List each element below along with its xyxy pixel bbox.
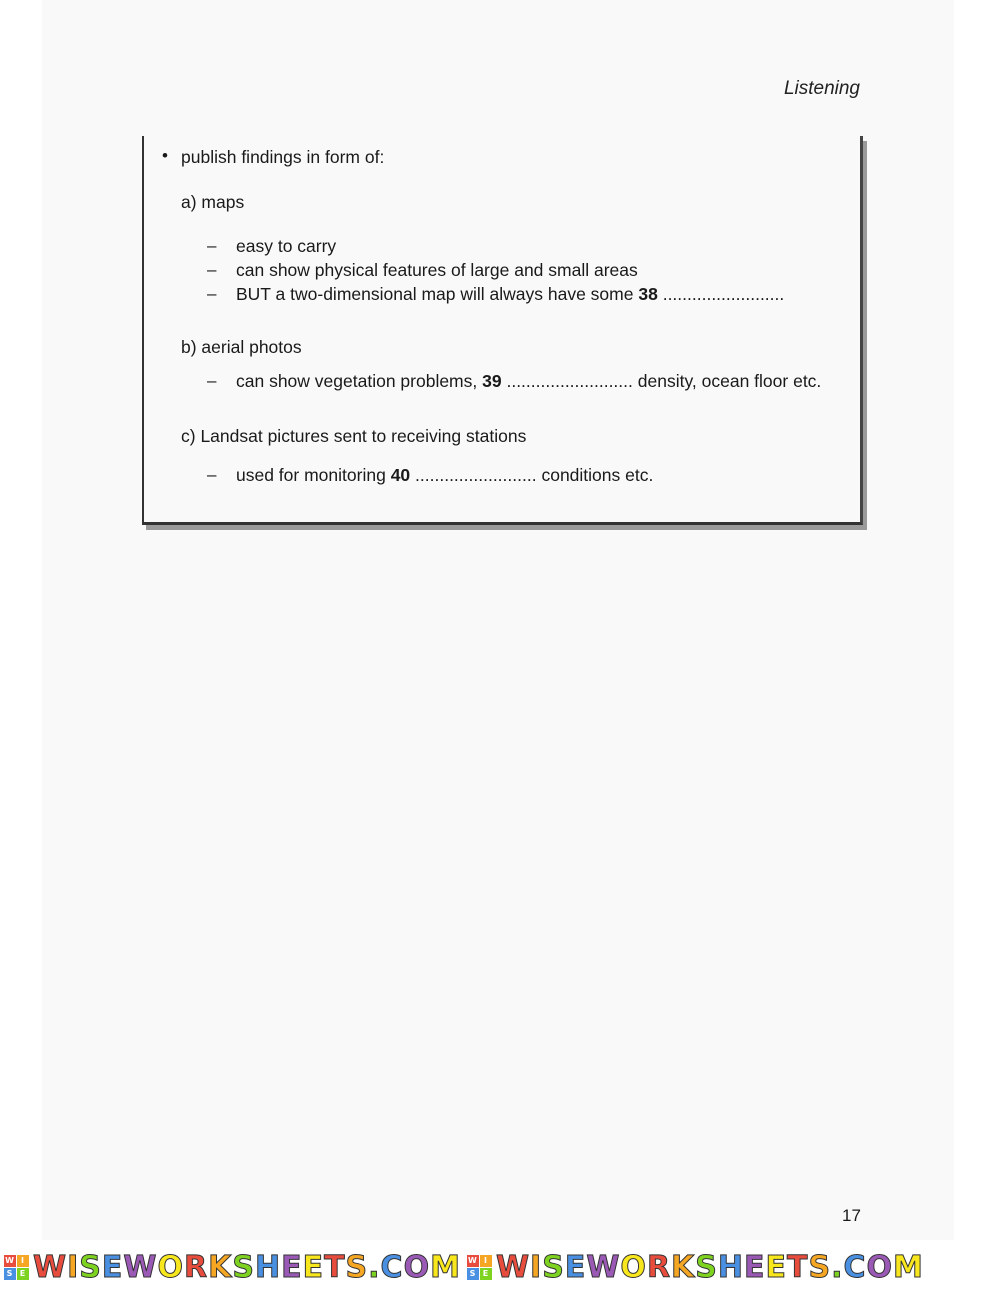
watermark-text: WISEWORKSHEETS.COM <box>495 1249 924 1285</box>
question-38-number: 38 <box>638 284 658 304</box>
question-39-blank[interactable]: .......................... <box>506 371 633 391</box>
dash-icon: – <box>207 260 217 279</box>
question-40-blank[interactable]: ......................... <box>415 465 537 485</box>
landsat-item-suffix: conditions etc. <box>541 465 654 485</box>
logo-letter: W <box>468 1255 478 1265</box>
page-number: 17 <box>842 1206 861 1225</box>
logo-letter: I <box>480 1255 492 1267</box>
dash-icon: – <box>207 284 217 303</box>
question-39-number: 39 <box>482 371 502 391</box>
logo-letter: I <box>17 1255 29 1267</box>
question-40-number: 40 <box>390 465 411 485</box>
section-label: Listening <box>783 78 860 99</box>
logo-letter: E <box>17 1268 29 1280</box>
heading-b: b) aerial photos <box>181 337 302 357</box>
watermark-text: WISEWORKSHEETS.COM <box>33 1249 461 1285</box>
heading-c: c) Landsat pictures sent to receiving stations <box>181 426 527 446</box>
watermark-2 <box>467 1250 924 1285</box>
logo-letter: S <box>4 1268 16 1280</box>
photos-item-prefix: can show vegetation problems, <box>236 371 478 391</box>
logo-letter: S <box>467 1268 479 1280</box>
watermark-1 <box>4 1250 461 1285</box>
photos-item <box>236 371 821 392</box>
question-38-blank[interactable]: ......................... <box>662 284 785 304</box>
dash-icon: – <box>207 371 217 390</box>
bullet-icon: • <box>162 146 168 165</box>
dash-icon: – <box>207 465 217 484</box>
dash-icon: – <box>207 236 217 255</box>
logo-letter: E <box>480 1268 492 1280</box>
watermark-footer <box>0 1243 1000 1291</box>
wise-logo-icon <box>467 1255 492 1280</box>
landsat-item-prefix: used for monitoring <box>236 465 386 485</box>
maps-item-2: can show physical features of large and small areas <box>236 260 638 280</box>
maps-item-3-text: BUT a two-dimensional map will always have some <box>236 284 634 304</box>
photos-item-suffix: density, ocean floor etc. <box>637 371 822 391</box>
logo-letter: W <box>5 1255 15 1265</box>
landsat-item <box>236 465 653 486</box>
bullet-text: publish findings in form of: <box>181 147 385 167</box>
heading-a: a) maps <box>181 192 245 212</box>
wise-logo-icon <box>4 1255 29 1280</box>
maps-item-1: easy to carry <box>236 236 337 256</box>
maps-item-3 <box>236 284 784 305</box>
